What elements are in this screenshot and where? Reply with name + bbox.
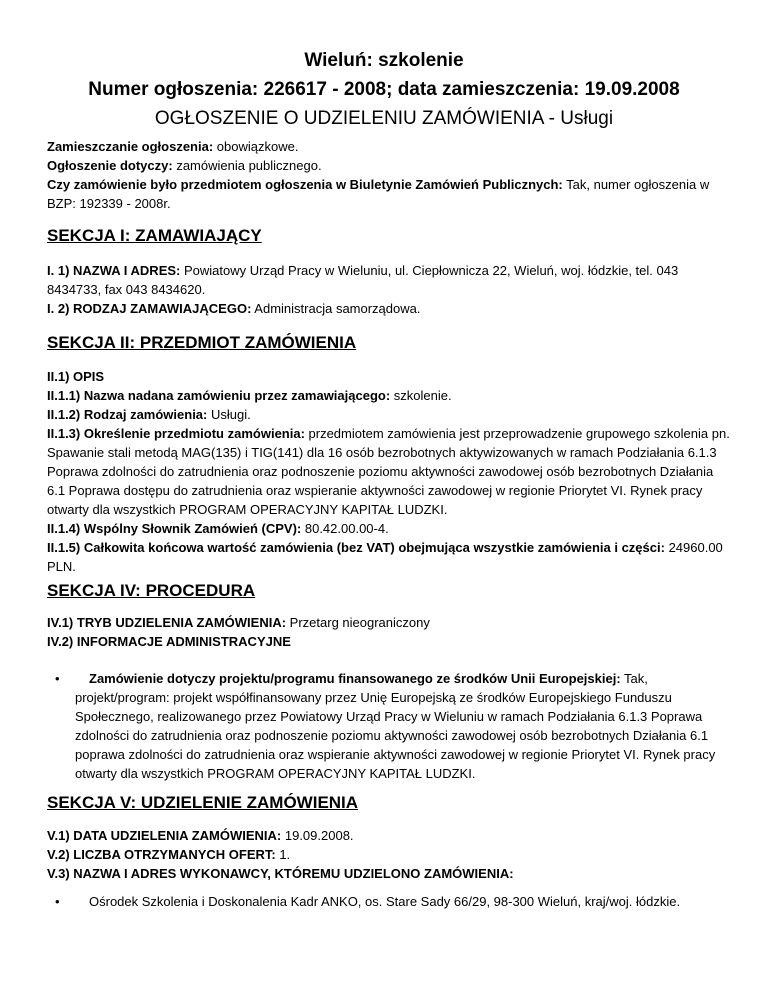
section-line: V.3) NAZWA I ADRES WYKONAWCY, KTÓREMU UDZIELONO ZAMÓWIENIA:	[47, 866, 514, 881]
section-5-list	[47, 892, 732, 911]
section-line: IV.1) TRYB UDZIELENIA ZAMÓWIENIA: Przetarg nieograniczony	[47, 615, 430, 630]
section-5-heading: SEKCJA V: UDZIELENIE ZAMÓWIENIA	[47, 793, 359, 812]
section-2-body	[47, 367, 732, 576]
document-title: Wieluń: szkolenie	[304, 50, 464, 71]
intro-block	[47, 137, 732, 213]
section-line: II.1.3) Określenie przedmiotu zamówienia: przedmiotem zamówienia jest przeprowadzenie grupowego szkolenia pn. Spawanie stali metodą MAG(135) i TIG(141) dla 16 osób bezrobotnych aktywizowanych w ramach Podziałania 6.1.3 Poprawa zdolności do zatrudnienia oraz podnoszenie poziomu aktywności zawodowej osób bezrobotnych Działania 6.1 Poprawa dostępu do zatrudnienia oraz wspieranie aktywności zawodowej w regionie Priorytet VI. Rynek pracy otwarty dla wszystkich PROGRAM OPERACYJNY KAPITAŁ LUDZKI.	[47, 426, 730, 517]
announcement-type: OGŁOSZENIE O UDZIELENIU ZAMÓWIENIA - Usługi	[154, 108, 614, 129]
section-line: IV.2) INFORMACJE ADMINISTRACYJNE	[47, 634, 291, 649]
section-1-body	[47, 261, 732, 318]
section-4-list	[47, 669, 732, 783]
section-4-heading: SEKCJA IV: PROCEDURA	[47, 581, 256, 600]
document-header	[0, 0, 768, 132]
section-2-heading: SEKCJA II: PRZEDMIOT ZAMÓWIENIA	[47, 333, 357, 352]
intro-line: Czy zamówienie było przedmiotem ogłoszenia w Biuletynie Zamówień Publicznych: Tak, numer ogłoszenia w BZP: 192339 - 2008r.	[47, 177, 710, 211]
section-line: I. 1) NAZWA I ADRES: Powiatowy Urząd Pracy w Wieluniu, ul. Ciepłownicza 22, Wieluń, woj. łódzkie, tel. 043 8434733, fax 043 8434620.	[47, 263, 679, 297]
intro-line: Ogłoszenie dotyczy: zamówienia publicznego.	[47, 158, 322, 173]
intro-line: Zamieszczanie ogłoszenia: obowiązkowe.	[47, 139, 299, 154]
section-line: V.2) LICZBA OTRZYMANYCH OFERT: 1.	[47, 847, 291, 862]
section-line: II.1.2) Rodzaj zamówienia: Usługi.	[47, 407, 251, 422]
section-line: V.1) DATA UDZIELENIA ZAMÓWIENIA: 19.09.2008.	[47, 828, 354, 843]
bullet-icon: •	[55, 671, 60, 686]
list-item: • Zamówienie dotyczy projektu/programu finansowanego ze środków Unii Europejskiej: Tak, projekt/program: projekt współfinansowany przez Unię Europejską ze środków Europejskiego Funduszu Społecznego, realizowanego przez Powiatowy Urząd Pracy w Wieluniu w ramach Podziałania 6.1.3 Poprawa zdolności do zatrudnienia oraz podnoszenie poziomu aktywności zawodowej osób bezrobotnych Działania 6.1 poprawa zdolności do zatrudnienia oraz wspieranie aktywności zawodowej w regionie Priorytet VI. Rynek pracy otwarty dla wszystkich PROGRAM OPERACYJNY KAPITAŁ LUDZKI.	[55, 671, 716, 781]
section-line: II.1.4) Wspólny Słownik Zamówień (CPV): 80.42.00.00-4.	[47, 521, 389, 536]
section-line: II.1.1) Nazwa nadana zamówieniu przez zamawiającego: szkolenie.	[47, 388, 452, 403]
list-item: • Ośrodek Szkolenia i Doskonalenia Kadr ANKO, os. Stare Sady 66/29, 98-300 Wieluń, kraj/woj. łódzkie.	[55, 894, 681, 909]
section-line: II.1) OPIS	[47, 369, 105, 384]
section-line: I. 2) RODZAJ ZAMAWIAJĄCEGO: Administracja samorządowa.	[47, 301, 421, 316]
section-5-body	[47, 826, 732, 883]
bullet-icon: •	[55, 894, 60, 909]
section-line: II.1.5) Całkowita końcowa wartość zamówienia (bez VAT) obejmująca wszystkie zamówienia i części: 24960.00 PLN.	[47, 540, 723, 574]
section-4-body	[47, 613, 732, 651]
announcement-number: Numer ogłoszenia: 226617 - 2008; data zamieszczenia: 19.09.2008	[88, 79, 680, 100]
section-1-heading: SEKCJA I: ZAMAWIAJĄCY	[47, 226, 262, 245]
